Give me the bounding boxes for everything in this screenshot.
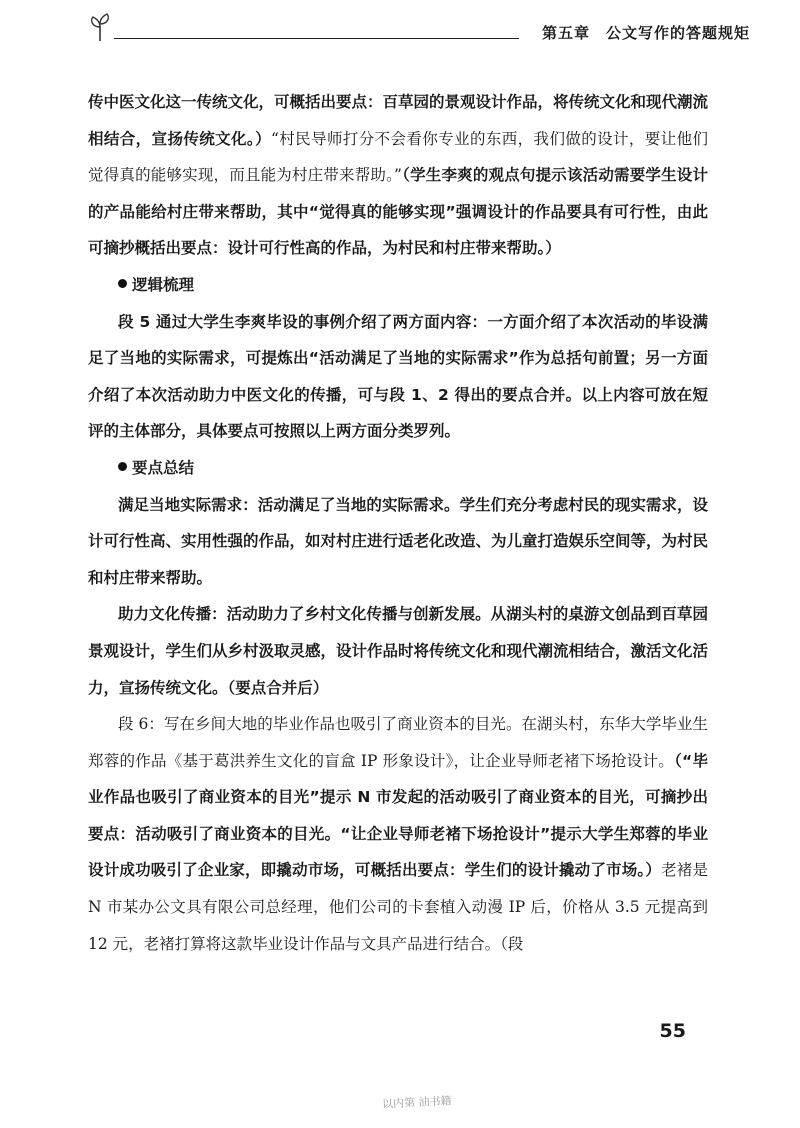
source-text: 段 6：写在乡间大地的毕业作品也吸引了商业资本的目光。在湖头村，东华大学毕业生郑蓉的作品《基于葛洪养生文化的盲盒 IP 形象设计》，让企业导师老褚下场抢设计。: [88, 715, 708, 770]
summary-paragraph: 助力文化传播：活动助力了乡村文化传播与创新发展。从湖头村的桌游文创品到百草园景观设计，学生们从乡村汲取灵感，设计作品时将传统文化和现代潮流相结合，激活文化活力，宣扬传统文化。（要点合并后）: [88, 605, 709, 697]
logic-paragraph: 段 5 通过大学生李爽毕设的事例介绍了两方面内容：一方面介绍了本次活动的毕设满足了当地的实际需求，可提炼出“活动满足了当地的实际需求”作为总括句前置；另一方面介绍了本次活动助力中医文化的传播，可与段 1、2 得出的要点合并。以上内容可放在短评的主体部分，具体要点可按照以上两方面分类罗列。: [88, 312, 708, 441]
section-heading: 要点总结: [88, 450, 708, 487]
source-text: 老褚是 N 市某办公文具有限公司总经理，他们公司的卡套植入动漫 IP 后，价格从 3.5 元提高到 12 元，老褚打算将这款毕业设计作品与文具产品进行结合。（段: [88, 861, 708, 953]
bullet-icon: [118, 462, 127, 471]
bullet-icon: [118, 279, 127, 288]
summary-paragraph: 满足当地实际需求：活动满足了当地的实际需求。学生们充分考虑村民的现实需求，设计可行性高、实用性强的作品，如对村庄进行适老化改造、为儿童打造娱乐空间等，为村民和村庄带来帮助。: [88, 495, 709, 587]
annotation-text: （“毕业作品也吸引了商业资本的目光”提示 N 市发起的活动吸引了商业资本的目光，可摘抄出要点：活动吸引了商业资本的目光。“让企业导师老褚下场抢设计”提示大学生郑蓉的毕业设计成功吸引了企业家，即撬动市场，可概括出要点：学生们的设计撬动了市场。）: [88, 751, 708, 880]
quote-text: “村民导师打分不会看你专业的东西，我们做的设计，要让他们觉得真的能够实现，而且能为村庄带来帮助。”: [88, 129, 708, 185]
library-stamp: 以内第 油书籍: [381, 1094, 452, 1111]
running-header: [70, 8, 770, 48]
annotation-text: 传中医文化这一传统文化，可概括出要点：百草园的景观设计作品，将传统文化和现代潮流相结合，宣扬传统文化。）: [88, 93, 709, 148]
annotation-text: （学生李爽的观点句提示该活动需要学生设计的产品能给村庄带来帮助，其中“觉得真的能够实现”强调设计的作品要具有可行性，由此可摘抄概括出要点：设计可行性高的作品，为村民和村庄带来帮助。）: [88, 166, 708, 258]
sprout-icon: [88, 12, 112, 42]
paragraph: [88, 84, 708, 267]
page-number: 55: [659, 1020, 686, 1042]
header-rule: [114, 38, 519, 39]
page-body: [88, 84, 708, 962]
chapter-title: 第五章 公文写作的答题规矩: [541, 24, 750, 42]
paragraph-6: [88, 706, 708, 962]
section-heading: 逻辑梳理: [88, 267, 708, 304]
